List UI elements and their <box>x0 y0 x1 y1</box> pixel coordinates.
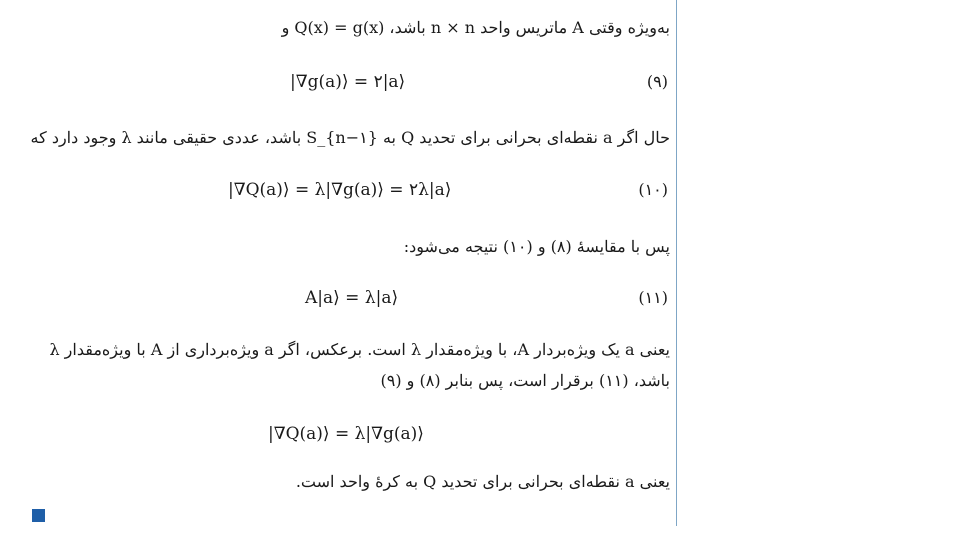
paragraph-line-6: یعنی a نقطه‌ای بحرانی برای تحدید Q به کرهٔ واحد است. <box>295 472 670 491</box>
page-corner-marker <box>32 509 45 522</box>
equation-10-number: (۱۰) <box>638 180 668 199</box>
equation-unnumbered-formula: |∇Q(a)⟩ = λ|∇g(a)⟩ <box>268 424 424 444</box>
paragraph-line-3: پس با مقایسهٔ (۸) و (۱۰) نتیجه می‌شود: <box>403 237 670 256</box>
paragraph-line-5: باشد، (۱۱) برقرار است، پس بنابر (۸) و (۹) <box>380 371 670 390</box>
equation-9-number: (۹) <box>646 72 668 91</box>
equation-10-formula: |∇Q(a)⟩ = λ|∇g(a)⟩ = ۲λ|a⟩ <box>228 180 452 200</box>
paragraph-line-4: یعنی a یک ویژه‌بردار A، با ویژه‌مقدار λ است. برعکس، اگر a ویژه‌برداری از A با ویژه‌مقدار λ <box>49 340 670 359</box>
equation-11-formula: A|a⟩ = λ|a⟩ <box>305 288 399 308</box>
equation-9-formula: |∇g(a)⟩ = ۲|a⟩ <box>290 72 406 92</box>
page-margin-rule <box>676 0 677 526</box>
paragraph-line-2: حال اگر a نقطه‌ای بحرانی برای تحدید Q به S_{n−۱} باشد، عددی حقیقی مانند λ وجود دارد که <box>30 128 670 147</box>
equation-11-number: (۱۱) <box>638 288 668 307</box>
paragraph-line-1: به‌ویژه وقتی A ماتریس واحد n × n باشد، Q(x) = g(x) و <box>281 18 670 37</box>
